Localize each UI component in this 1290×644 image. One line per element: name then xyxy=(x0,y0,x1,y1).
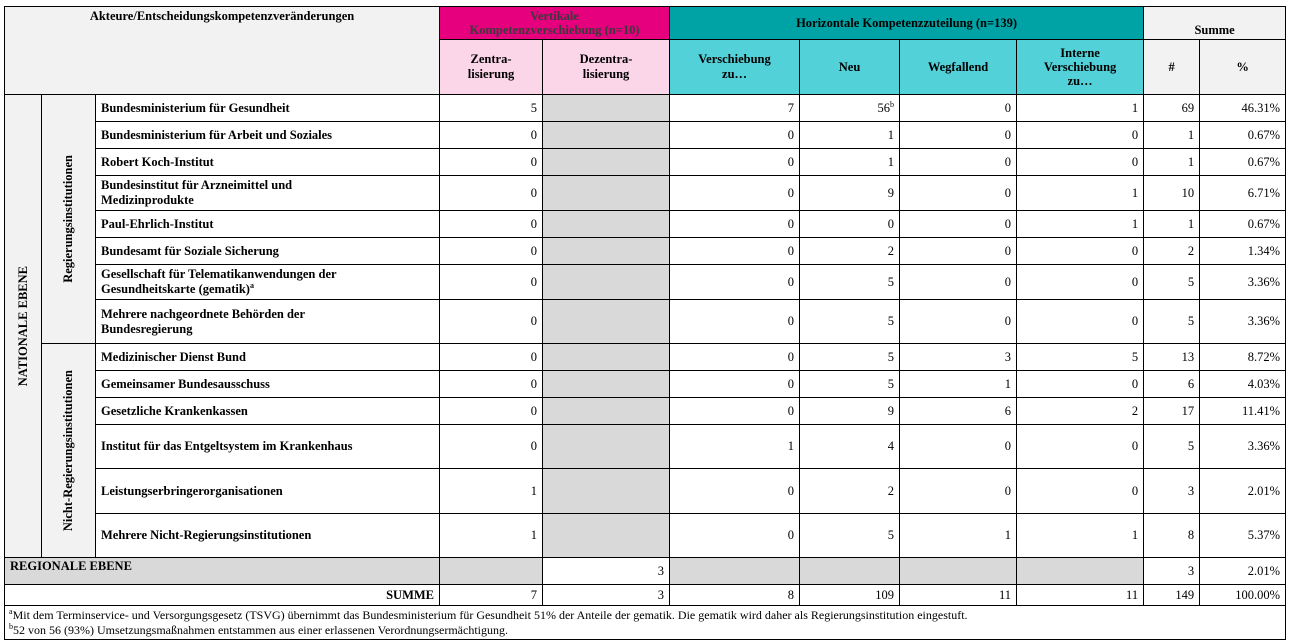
summe-header xyxy=(1144,7,1286,40)
zentralisierung-cell: 1 xyxy=(440,514,543,558)
interne-line3: zu… xyxy=(1067,74,1093,88)
verschiebung-cell: 0 xyxy=(670,371,800,398)
table-row xyxy=(5,398,1286,425)
verschiebung-cell: 0 xyxy=(670,300,800,344)
actor-name: Bundesministerium für Gesundheit xyxy=(96,95,440,122)
footnote-a-text: Mit dem Terminservice- und Versorgungsgesetz (TSVG) übernimmt das Bundesministerium für Gesundheit 51% der Anteile der gematik. Die gematik wird daher als Regierungsinstitution eingestuft. xyxy=(12,607,968,622)
table-row xyxy=(5,211,1286,238)
table-row xyxy=(5,176,1286,211)
footnotes xyxy=(5,606,1286,640)
dezentralisierung-cell xyxy=(543,371,670,398)
actor-name: Bundesamt für Soziale Sicherung xyxy=(96,238,440,265)
zentralisierung-cell xyxy=(440,558,543,585)
verschiebung-cell: 0 xyxy=(670,176,800,211)
verschiebung-cell: 0 xyxy=(670,344,800,371)
wegfallend-cell: 0 xyxy=(900,211,1017,238)
actor-name: Leistungserbringerorganisationen xyxy=(96,469,440,514)
neu-cell: 5 xyxy=(800,265,900,300)
verschiebung-cell: 0 xyxy=(670,469,800,514)
actors-header xyxy=(5,7,440,95)
wegfallend-label: Wegfallend xyxy=(927,59,989,74)
dezentralisierung-cell: 3 xyxy=(543,558,670,585)
neu-header xyxy=(800,40,900,95)
count-cell: 69 xyxy=(1144,95,1200,122)
interne-line2: Verschiebung xyxy=(1043,60,1117,74)
percent-cell: 2.01% xyxy=(1200,558,1286,585)
wegfallend-cell: 0 xyxy=(900,122,1017,149)
zentralisierung-cell: 0 xyxy=(440,398,543,425)
table-row xyxy=(5,95,1286,122)
percent-header xyxy=(1200,40,1286,95)
zentralisierung-cell: 5 xyxy=(440,95,543,122)
zentralisierung-cell: 0 xyxy=(440,149,543,176)
actor-name: Gesetzliche Krankenkassen xyxy=(96,398,440,425)
zentralisierung-cell: 0 xyxy=(440,238,543,265)
interne-cell: 0 xyxy=(1017,300,1144,344)
interne-cell: 0 xyxy=(1017,265,1144,300)
dezentralisierung-total: 3 xyxy=(543,585,670,606)
percent-total: 100.00% xyxy=(1200,585,1286,606)
wegfallend-header xyxy=(900,40,1017,95)
regional-level-label: REGIONALE EBENE xyxy=(5,558,440,585)
actor-name-line1: Gesellschaft für Telematikanwendungen der xyxy=(101,267,337,281)
percent-cell: 6.71% xyxy=(1200,176,1286,211)
count-cell: 5 xyxy=(1144,265,1200,300)
verschiebung-cell: 0 xyxy=(670,398,800,425)
wegfallend-total: 11 xyxy=(900,585,1017,606)
actor-name: Robert Koch-Institut xyxy=(96,149,440,176)
table-row xyxy=(5,265,1286,300)
interne-cell: 2 xyxy=(1017,398,1144,425)
interne-cell: 0 xyxy=(1017,469,1144,514)
footnote-marker-a: a xyxy=(249,280,254,290)
neu-cell: 5 xyxy=(800,344,900,371)
actor-name-line2: Gesundheitskarte (gematik) xyxy=(101,282,250,296)
header-row-1 xyxy=(5,7,1286,40)
actor-name xyxy=(96,300,440,344)
percent-cell: 1.34% xyxy=(1200,238,1286,265)
actor-name: Institut für das Entgeltsystem im Krankenhaus xyxy=(96,425,440,469)
government-group-label: Regierungsinstitutionen xyxy=(61,155,75,283)
count-cell: 2 xyxy=(1144,238,1200,265)
zentralisierung-cell: 0 xyxy=(440,211,543,238)
count-total: 149 xyxy=(1144,585,1200,606)
dezentralisierung-cell xyxy=(543,514,670,558)
count-cell: 5 xyxy=(1144,425,1200,469)
interne-cell: 1 xyxy=(1017,211,1144,238)
table-row xyxy=(5,238,1286,265)
footnote-b xyxy=(9,623,1281,638)
footnotes-row xyxy=(5,606,1286,640)
verschiebung-cell: 0 xyxy=(670,122,800,149)
zentralisierung-cell: 0 xyxy=(440,425,543,469)
percent-cell: 0.67% xyxy=(1200,122,1286,149)
neu-cell: 1 xyxy=(800,149,900,176)
footnote-a xyxy=(9,608,1281,623)
wegfallend-cell xyxy=(900,558,1017,585)
zentralisierung-cell: 0 xyxy=(440,344,543,371)
neu-cell xyxy=(800,558,900,585)
neu-total: 109 xyxy=(800,585,900,606)
actors-header-label: Akteure/Entscheidungskompetenzveränderungen xyxy=(89,9,355,23)
count-cell: 1 xyxy=(1144,149,1200,176)
dezentralisierung-cell xyxy=(543,176,670,211)
count-cell: 6 xyxy=(1144,371,1200,398)
neu-label: Neu xyxy=(838,59,861,74)
neu-cell: 5 xyxy=(800,371,900,398)
verschiebung-cell: 0 xyxy=(670,211,800,238)
actor-name-line2-wrap xyxy=(101,282,434,297)
percent-cell: 5.37% xyxy=(1200,514,1286,558)
actor-name-line1: Bundesinstitut für Arzneimittel und xyxy=(101,178,293,192)
competence-table xyxy=(4,6,1286,640)
dezentralisierung-cell xyxy=(543,265,670,300)
wegfallend-cell: 0 xyxy=(900,149,1017,176)
wegfallend-cell: 0 xyxy=(900,238,1017,265)
actor-name xyxy=(96,176,440,211)
percent-cell: 8.72% xyxy=(1200,344,1286,371)
summe-header-label: Summe xyxy=(1194,23,1235,37)
table-row xyxy=(5,425,1286,469)
table-row xyxy=(5,149,1286,176)
zentralisierung-total: 7 xyxy=(440,585,543,606)
dezentralisierung-cell xyxy=(543,300,670,344)
count-cell: 3 xyxy=(1144,469,1200,514)
dezentralisierung-cell xyxy=(543,149,670,176)
interne-cell: 0 xyxy=(1017,371,1144,398)
count-header xyxy=(1144,40,1200,95)
percent-cell: 3.36% xyxy=(1200,300,1286,344)
percent-cell: 3.36% xyxy=(1200,265,1286,300)
wegfallend-cell: 0 xyxy=(900,425,1017,469)
verschiebung-cell xyxy=(670,558,800,585)
actor-name: Bundesministerium für Arbeit und Soziales xyxy=(96,122,440,149)
percent-cell: 2.01% xyxy=(1200,469,1286,514)
wegfallend-cell: 0 xyxy=(900,300,1017,344)
neu-cell xyxy=(800,95,900,122)
vertical-shift-line1: Vertikale xyxy=(530,9,579,23)
zentralisierung-line2: lisierung xyxy=(467,67,515,81)
summe-label: SUMME xyxy=(5,585,440,606)
zentralisierung-cell: 0 xyxy=(440,265,543,300)
government-group xyxy=(42,95,96,344)
interne-cell: 0 xyxy=(1017,149,1144,176)
interne-total: 11 xyxy=(1017,585,1144,606)
interne-cell: 0 xyxy=(1017,238,1144,265)
non-government-group-label: Nicht-Regierungsinstitutionen xyxy=(61,369,75,532)
zentralisierung-cell: 0 xyxy=(440,371,543,398)
neu-cell: 0 xyxy=(800,211,900,238)
neu-cell: 9 xyxy=(800,398,900,425)
percent-cell: 0.67% xyxy=(1200,149,1286,176)
dezentralisierung-header xyxy=(543,40,670,95)
verschiebung-line2: zu… xyxy=(722,67,748,81)
wegfallend-cell: 0 xyxy=(900,265,1017,300)
table-row xyxy=(5,371,1286,398)
neu-cell: 1 xyxy=(800,122,900,149)
neu-cell: 9 xyxy=(800,176,900,211)
interne-cell xyxy=(1017,558,1144,585)
verschiebung-cell: 1 xyxy=(670,425,800,469)
actor-name: Medizinischer Dienst Bund xyxy=(96,344,440,371)
actor-name xyxy=(96,265,440,300)
verschiebung-cell: 0 xyxy=(670,514,800,558)
horizontal-allocation-label: Horizontale Kompetenzzuteilung (n=139) xyxy=(796,15,1018,30)
verschiebung-header xyxy=(670,40,800,95)
count-cell: 13 xyxy=(1144,344,1200,371)
dezentralisierung-cell xyxy=(543,398,670,425)
count-cell: 8 xyxy=(1144,514,1200,558)
interne-cell: 1 xyxy=(1017,95,1144,122)
neu-cell: 5 xyxy=(800,300,900,344)
actor-name: Mehrere Nicht-Regierungsinstitutionen xyxy=(96,514,440,558)
zentralisierung-line1: Zentra- xyxy=(470,52,512,66)
wegfallend-cell: 0 xyxy=(900,469,1017,514)
table-row xyxy=(5,514,1286,558)
wegfallend-cell: 0 xyxy=(900,176,1017,211)
verschiebung-total: 8 xyxy=(670,585,800,606)
neu-cell: 2 xyxy=(800,469,900,514)
interne-verschiebung-header xyxy=(1017,40,1144,95)
percent-cell: 11.41% xyxy=(1200,398,1286,425)
interne-cell: 0 xyxy=(1017,425,1144,469)
table-row xyxy=(5,344,1286,371)
percent-cell: 4.03% xyxy=(1200,371,1286,398)
footnote-b-text: 52 von 56 (93%) Umsetzungsmaßnahmen entstammen aus einer erlassenen Verordnungsermächtigung. xyxy=(13,622,508,637)
percent-label: % xyxy=(1236,59,1249,74)
footnote-b-marker: b xyxy=(9,621,13,631)
table-row xyxy=(5,469,1286,514)
dezentralisierung-cell xyxy=(543,425,670,469)
verschiebung-line1: Verschiebung xyxy=(698,52,771,66)
wegfallend-cell: 3 xyxy=(900,344,1017,371)
dezentralisierung-cell xyxy=(543,238,670,265)
dezentralisierung-cell xyxy=(543,122,670,149)
regional-row xyxy=(5,558,1286,585)
national-level-label: NATIONALE EBENE xyxy=(15,265,30,387)
wegfallend-cell: 0 xyxy=(900,95,1017,122)
interne-cell: 1 xyxy=(1017,176,1144,211)
count-cell: 1 xyxy=(1144,211,1200,238)
national-level-group xyxy=(5,95,42,558)
actor-name: Paul-Ehrlich-Institut xyxy=(96,211,440,238)
footnote-marker-b: b xyxy=(890,99,895,109)
summe-row xyxy=(5,585,1286,606)
non-government-group xyxy=(42,344,96,558)
verschiebung-cell: 0 xyxy=(670,265,800,300)
table-row xyxy=(5,122,1286,149)
dezentralisierung-cell xyxy=(543,469,670,514)
count-cell: 5 xyxy=(1144,300,1200,344)
verschiebung-cell: 0 xyxy=(670,149,800,176)
vertical-shift-line2: Kompetenzverschiebung (n=10) xyxy=(469,23,640,37)
count-cell: 10 xyxy=(1144,176,1200,211)
count-cell: 17 xyxy=(1144,398,1200,425)
dezentralisierung-line2: lisierung xyxy=(582,67,630,81)
neu-value: 56 xyxy=(877,100,891,115)
zentralisierung-cell: 0 xyxy=(440,176,543,211)
dezentralisierung-cell xyxy=(543,95,670,122)
table-row xyxy=(5,300,1286,344)
zentralisierung-cell: 1 xyxy=(440,469,543,514)
actor-name: Gemeinsamer Bundesausschuss xyxy=(96,371,440,398)
count-label: # xyxy=(1168,59,1175,74)
interne-cell: 1 xyxy=(1017,514,1144,558)
neu-cell: 2 xyxy=(800,238,900,265)
interne-line1: Interne xyxy=(1060,46,1100,60)
interne-cell: 0 xyxy=(1017,122,1144,149)
zentralisierung-cell: 0 xyxy=(440,300,543,344)
horizontal-allocation-header xyxy=(670,7,1144,40)
count-cell: 1 xyxy=(1144,122,1200,149)
verschiebung-cell: 0 xyxy=(670,238,800,265)
percent-cell: 3.36% xyxy=(1200,425,1286,469)
vertical-shift-header xyxy=(440,7,670,40)
wegfallend-cell: 6 xyxy=(900,398,1017,425)
interne-cell: 5 xyxy=(1017,344,1144,371)
dezentralisierung-cell xyxy=(543,211,670,238)
zentralisierung-cell: 0 xyxy=(440,122,543,149)
wegfallend-cell: 1 xyxy=(900,371,1017,398)
actor-name-line2: Bundesregierung xyxy=(101,321,193,336)
verschiebung-cell: 7 xyxy=(670,95,800,122)
neu-cell: 5 xyxy=(800,514,900,558)
zentralisierung-header xyxy=(440,40,543,95)
actor-name-line2: Medizinprodukte xyxy=(101,193,194,207)
dezentralisierung-line1: Dezentra- xyxy=(579,52,633,66)
wegfallend-cell: 1 xyxy=(900,514,1017,558)
neu-cell: 4 xyxy=(800,425,900,469)
actor-name-line1: Mehrere nachgeordnete Behörden der xyxy=(101,306,306,321)
footnote-a-marker: a xyxy=(9,606,13,616)
percent-cell: 46.31% xyxy=(1200,95,1286,122)
count-cell: 3 xyxy=(1144,558,1200,585)
dezentralisierung-cell xyxy=(543,344,670,371)
percent-cell: 0.67% xyxy=(1200,211,1286,238)
